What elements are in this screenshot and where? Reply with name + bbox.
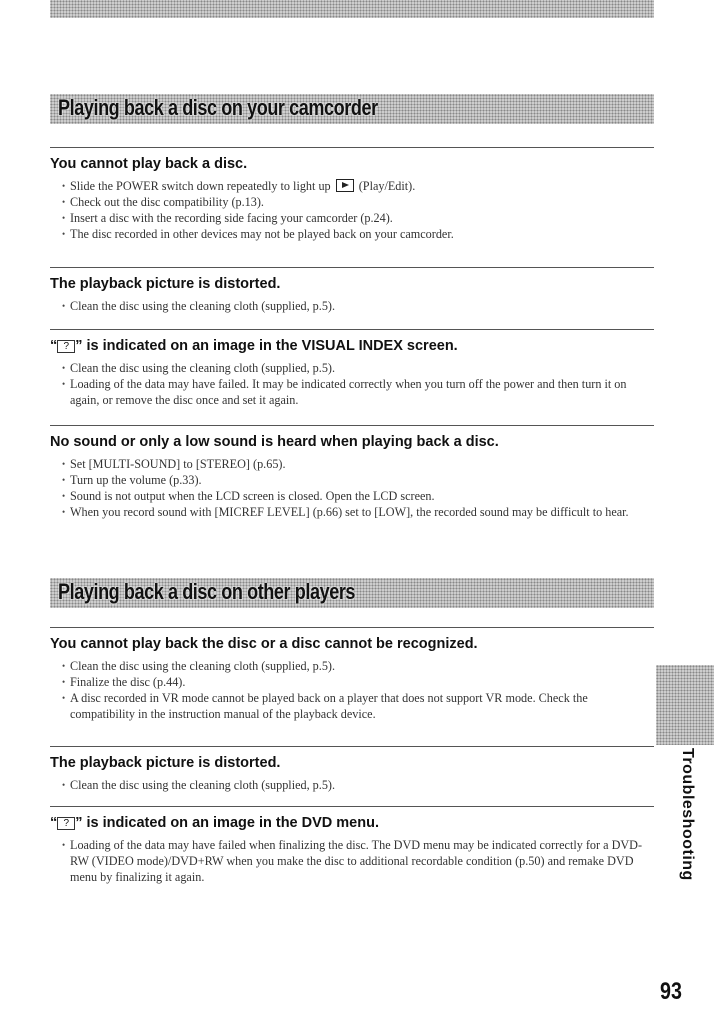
page-number: 93 <box>660 978 682 1005</box>
troubleshoot-item <box>50 433 654 520</box>
list-item: • Loading of the data may have failed. It may be indicated correctly when you turn off the power and then turn it on again, or remove the disc once and set it again. <box>50 376 654 408</box>
list-item: • A disc recorded in VR mode cannot be played back on a player that does not support VR mode. Check the compatibility in the instruction manual of the playback device. <box>50 690 654 722</box>
divider <box>50 267 654 268</box>
bullet-text: Slide the POWER switch down repeatedly to light up <box>70 179 331 193</box>
divider <box>50 425 654 426</box>
list-item: • When you record sound with [MICREF LEVEL] (p.66) set to [LOW], the recorded sound may be difficult to hear. <box>50 504 654 520</box>
bullet-list <box>50 777 654 793</box>
list-item <box>50 178 654 194</box>
list-item: • Clean the disc using the cleaning cloth (supplied, p.5). <box>50 658 654 674</box>
divider <box>50 806 654 807</box>
divider <box>50 746 654 747</box>
list-item: • The disc recorded in other devices may not be played back on your camcorder. <box>50 226 654 242</box>
bullet-list <box>50 178 654 242</box>
troubleshoot-item <box>50 275 654 314</box>
bullet-list <box>50 658 654 722</box>
bullet-list <box>50 298 654 314</box>
heading-text: ” is indicated on an image in the DVD menu. <box>75 815 379 831</box>
question-mark-box-icon: ? <box>57 817 75 830</box>
bullet-list <box>50 456 654 520</box>
item-heading: No sound or only a low sound is heard when playing back a disc. <box>50 434 499 450</box>
troubleshoot-item <box>50 337 654 408</box>
section-banner <box>50 94 654 124</box>
side-tab-label: Troubleshooting <box>679 748 696 881</box>
section-title: Playing back a disc on your camcorder <box>58 95 378 120</box>
item-heading: The playback picture is distorted. <box>50 755 281 771</box>
bullet-list <box>50 360 654 408</box>
play-edit-icon <box>336 179 354 192</box>
heading-text: “ <box>50 338 58 354</box>
header-decoration-bar <box>50 0 654 18</box>
list-item: • Finalize the disc (p.44). <box>50 674 654 690</box>
list-item: • Sound is not output when the LCD screen is closed. Open the LCD screen. <box>50 488 654 504</box>
list-item: • Turn up the volume (p.33). <box>50 472 654 488</box>
troubleshoot-item <box>50 155 654 242</box>
troubleshoot-item <box>50 635 654 722</box>
heading-text: “ <box>50 815 58 831</box>
list-item: • Clean the disc using the cleaning cloth (supplied, p.5). <box>50 298 654 314</box>
heading-text: ” is indicated on an image in the VISUAL INDEX screen. <box>75 338 458 354</box>
list-item: • Clean the disc using the cleaning cloth (supplied, p.5). <box>50 360 654 376</box>
item-heading: You cannot play back the disc or a disc cannot be recognized. <box>50 636 478 652</box>
section-title: Playing back a disc on other players <box>58 579 356 604</box>
troubleshoot-item <box>50 814 654 885</box>
item-heading: You cannot play back a disc. <box>50 156 248 172</box>
bullet-text: (Play/Edit). <box>358 179 416 193</box>
divider <box>50 329 654 330</box>
question-mark-box-icon: ? <box>57 340 75 353</box>
troubleshoot-item <box>50 754 654 793</box>
item-heading <box>50 814 654 833</box>
bullet-list <box>50 837 654 885</box>
divider <box>50 627 654 628</box>
item-heading <box>50 337 654 356</box>
list-item: • Loading of the data may have failed when finalizing the disc. The DVD menu may be indicated correctly for a DVD-RW (VIDEO mode)/DVD+RW when you make the disc to additional recordable condition (p.50) and remake DVD menu by finalizing it again. <box>50 837 654 885</box>
list-item: • Clean the disc using the cleaning cloth (supplied, p.5). <box>50 777 654 793</box>
list-item: • Set [MULTI-SOUND] to [STEREO] (p.65). <box>50 456 654 472</box>
section-banner <box>50 578 654 608</box>
list-item: • Insert a disc with the recording side facing your camcorder (p.24). <box>50 210 654 226</box>
side-tab-marker <box>656 665 714 745</box>
list-item: • Check out the disc compatibility (p.13). <box>50 194 654 210</box>
item-heading: The playback picture is distorted. <box>50 276 281 292</box>
divider <box>50 147 654 148</box>
